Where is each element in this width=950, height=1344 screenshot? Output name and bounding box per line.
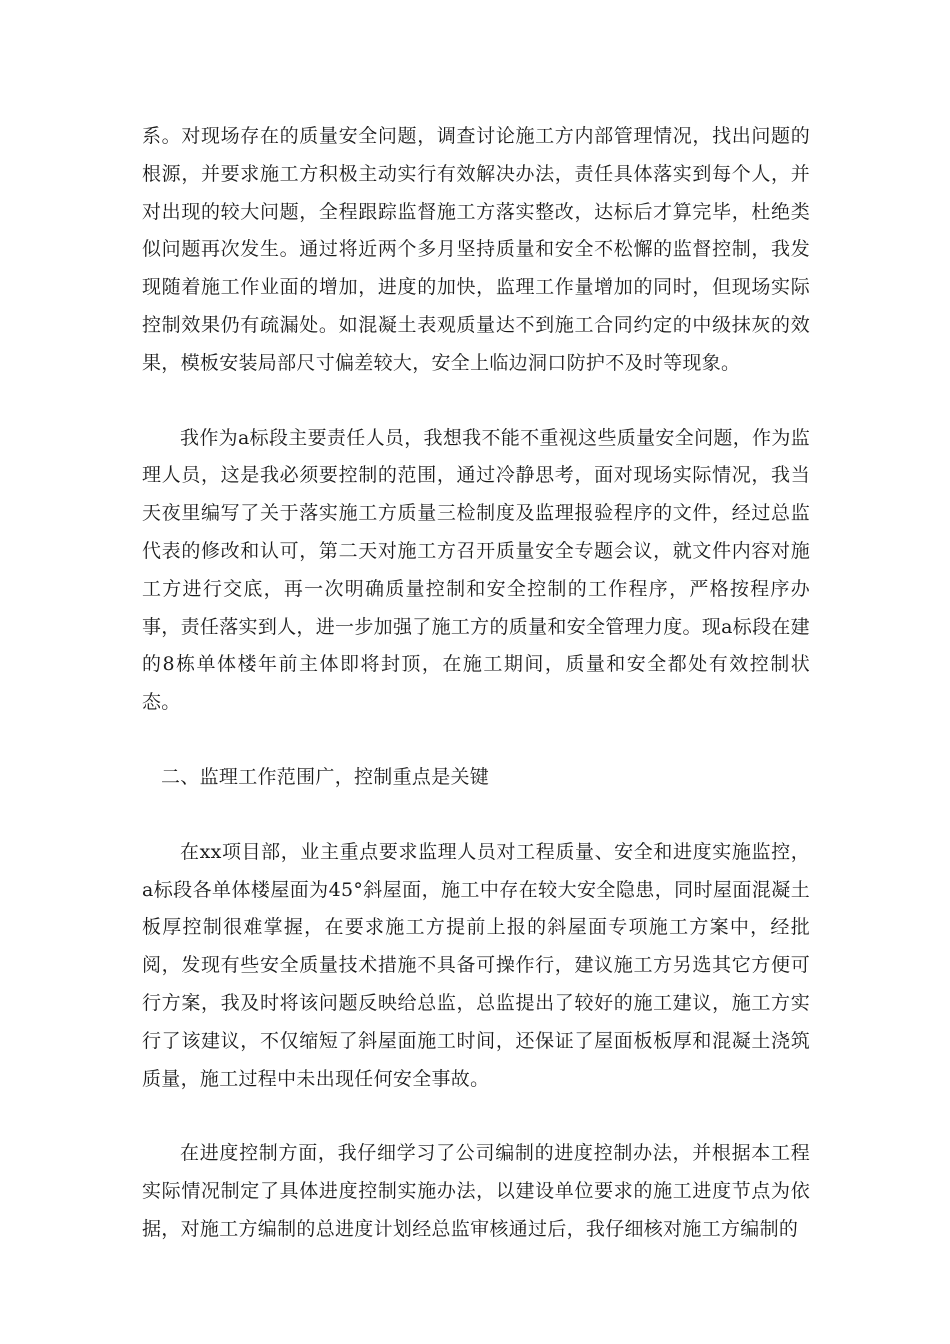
paragraph: 在xx项目部，业主重点要求监理人员对工程质量、安全和进度实施监控，a标段各单体楼屋面为45°斜屋面，施工中存在较大安全隐患，同时屋面混凝土板厚控制很难掌握，在要求施工方提前上报的斜屋面专项施工方案中，经批阅，发现有些安全质量技术措施不具备可操作行，建议施工方另选其它方便可行方案，我及时将该问题反映给总监，总监提出了较好的施工建议，施工方实行了该建议，不仅缩短了斜屋面施工时间，还保证了屋面板板厚和混凝土浇筑质量，施工过程中未出现任何安全事故。 [142,840,810,1090]
section-heading: 二、监理工作范围广，控制重点是关键 [161,765,490,788]
paragraph-gap [142,1098,810,1135]
paragraph-gap [142,722,810,759]
paragraph: 我作为a标段主要责任人员，我想我不能不重视这些质量安全问题，作为监理人员，这是我必须要控制的范围，通过冷静思考，面对现场实际情况，我当天夜里编写了关于落实施工方质量三检制度及监理报验程序的文件，经过总监代表的修改和认可，第二天对施工方召开质量安全专题会议，就文件内容对施工方进行交底，再一次明确质量控制和安全控制的工作程序，严格按程序办事，责任落实到人，进一步加强了施工方的质量和安全管理力度。现a标段在建的8栋单体楼年前主体即将封顶，在施工期间，质量和安全都处有效控制状态。 [142,426,810,714]
paragraph-continued: 系。对现场存在的质量安全问题，调查讨论施工方内部管理情况，找出问题的根源，并要求施工方积极主动实行有效解决办法，责任具体落实到每个人，并对出现的较大问题，全程跟踪监督施工方落实整改，达标后才算完毕，杜绝类似问题再次发生。通过将近两个多月坚持质量和安全不松懈的监督控制，我发现随着施工作业面的增加，进度的加快，监理工作量增加的同时，但现场实际控制效果仍有疏漏处。如混凝土表观质量达不到施工合同约定的中级抹灰的效果，模板安装局部尺寸偏差较大，安全上临边洞口防护不及时等现象。 [142,125,810,374]
paragraph: 在进度控制方面，我仔细学习了公司编制的进度控制办法，并根据本工程实际情况制定了具体进度控制实施办法，以建设单位要求的施工进度节点为依据，对施工方编制的总进度计划经总监审核通过后，我仔细核对施工方编制的 [142,1142,810,1240]
document-body [142,118,810,1249]
paragraph-gap [142,383,810,420]
paragraph-gap [142,797,810,834]
